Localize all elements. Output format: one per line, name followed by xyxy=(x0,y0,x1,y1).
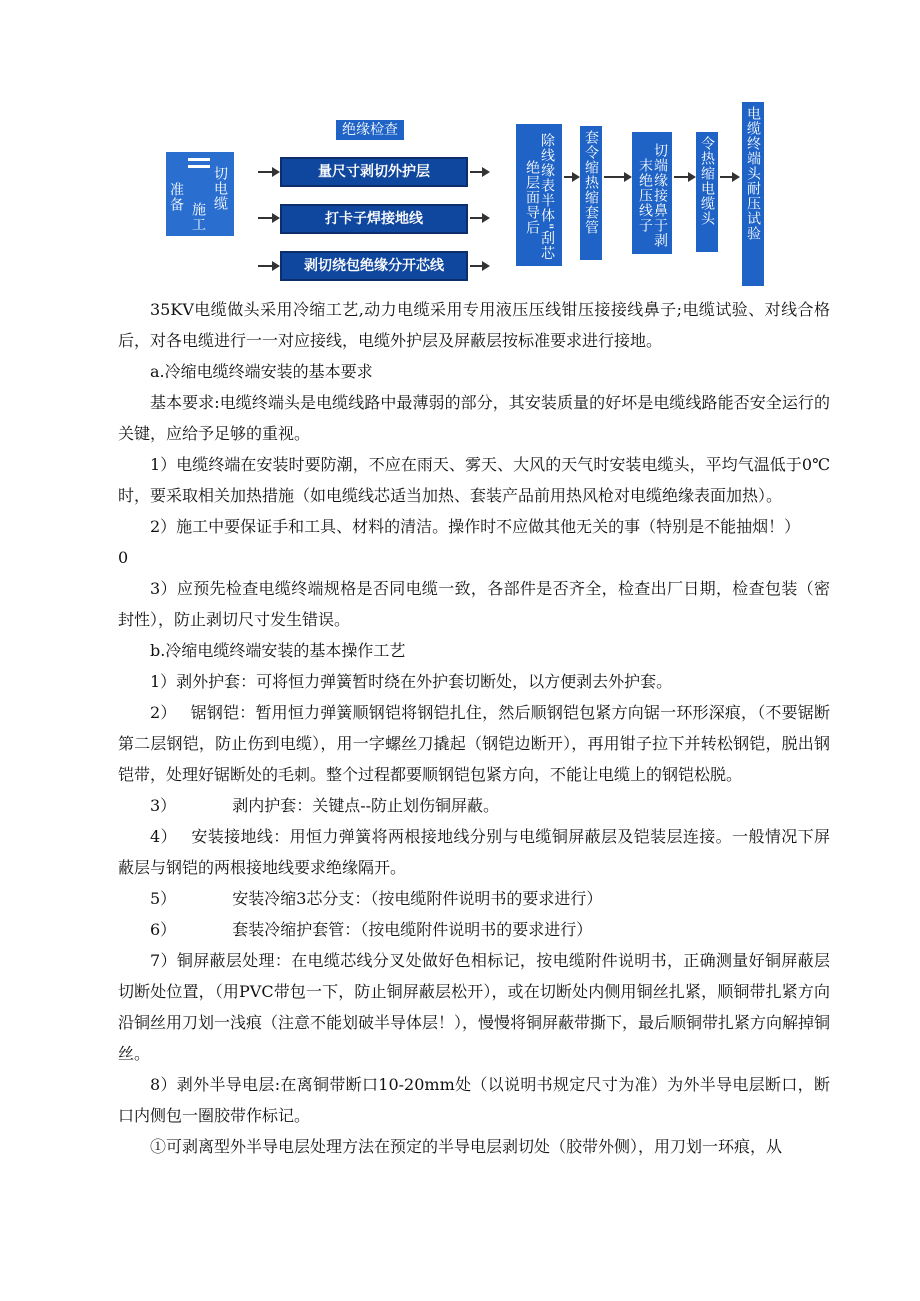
paragraph-a3: 3）应预先检查电缆终端规格是否同电缆一致，各部件是否齐全，检查出厂日期，检查包装（密封性），防止剥切尺寸发生错误。 xyxy=(118,579,830,629)
flow-insulation-check: 绝缘检查 xyxy=(336,120,404,140)
paragraph-c1: ①可剥离型外半导电层处理方法在预定的半导电层剥切处（胶带外侧），用刀划一环痕，从 xyxy=(150,1137,783,1156)
flow-bar-1: 量尺寸剥切外护层 xyxy=(280,157,468,187)
flow-arrow-step-2 xyxy=(604,176,630,178)
b5-number: 5） xyxy=(150,889,177,908)
section-a-heading: a.冷缩电缆终端安装的基本要求 xyxy=(150,362,373,381)
paragraph-b2 xyxy=(118,697,830,790)
process-flowchart xyxy=(0,0,920,290)
flow-step-3: 切端缘接鼻于剥末绝压线子 xyxy=(632,132,672,254)
flow-arrow-1-out xyxy=(470,171,488,173)
paragraph-b5 xyxy=(118,883,830,914)
flow-arrow-2-out xyxy=(470,217,488,219)
flow-prep-label: 准备 xyxy=(168,182,184,212)
b6-number: 6） xyxy=(150,920,177,939)
paragraph-intro: 35KV电缆做头采用冷缩工艺,动力电缆采用专用液压压线钳压接接线鼻子;电缆试验、对线合格后，对各电缆进行一一对应接线，电缆外护层及屏蔽层按标准要求进行接地。 xyxy=(118,300,830,350)
b6-text: 套装冷缩护套管：（按电缆附件说明书的要求进行） xyxy=(232,920,593,939)
flow-arrow-2-in xyxy=(258,217,278,219)
flow-step-5: 电缆终端头耐压试验 xyxy=(742,102,764,286)
paragraph-a2-tail: 0 xyxy=(118,548,129,567)
flow-arrow-step-4 xyxy=(720,176,738,178)
b2-text: 锯钢铠：暂用恒力弹簧顺钢铠将钢铠扎住，然后顺钢铠包紧方向锯一环形深痕，（不要锯断第二层钢铠，防止伤到电缆），用一字螺丝刀撬起（钢铠边断开），再用钳子拉下并转松钢铠，脱出钢铠带，处理好锯断处的毛刺。整个过程都要顺钢铠包紧方向，不能让电缆上的钢铠松脱。 xyxy=(118,703,830,784)
flow-arrow-1-in xyxy=(258,171,278,173)
b3-text: 剥内护套：关键点--防止划伤铜屏蔽。 xyxy=(232,796,500,815)
section-b-heading: b.冷缩电缆终端安装的基本操作工艺 xyxy=(150,641,406,660)
flow-bar-2: 打卡子焊接地线 xyxy=(280,204,468,234)
paragraph-a1: 1）电缆终端在安装时要防潮，不应在雨天、雾天、大风的天气时安装电缆头，平均气温低于0℃时，要采取相关加热措施（如电缆线芯适当加热、套装产品前用热风枪对电缆绝缘表面加热）。 xyxy=(118,455,830,505)
paragraph-b1: 1）剥外护套：可将恒力弹簧暂时绕在外护套切断处，以方便剥去外护套。 xyxy=(150,672,673,691)
flow-step-2: 套令缩热缩套管 xyxy=(580,126,602,260)
paragraph-b3 xyxy=(118,790,830,821)
b4-text: 安装接地线：用恒力弹簧将两根接地线分别与电缆铜屏蔽层及铠装层连接。一般情况下屏蔽层与钢铠的两根接地线要求绝缘隔开。 xyxy=(118,827,830,877)
paragraph-b6 xyxy=(118,914,830,945)
document-body xyxy=(118,294,830,1162)
flow-arrow-step-1 xyxy=(564,176,578,178)
paragraph-basic-requirement: 基本要求:电缆终端头是电缆线路中最薄弱的部分，其安装质量的好坏是电缆线路能否安全运行的关键，应给予足够的重视。 xyxy=(118,393,830,443)
flow-equal-icon xyxy=(188,158,210,168)
flow-arrow-step-3 xyxy=(674,176,694,178)
flow-construct-label: 施工 xyxy=(190,202,206,232)
paragraph-b8: 8）剥外半导电层:在离铜带断口10-20mm处（以说明书规定尺寸为准）为外半导电层断口，断口内侧包一圈胶带作标记。 xyxy=(118,1075,830,1125)
paragraph-a2: 2）施工中要保证手和工具、材料的清洁。操作时不应做其他无关的事（特别是不能抽烟！） xyxy=(150,517,801,536)
flow-step-4: 令热缩电缆头 xyxy=(696,132,718,252)
flow-step-1: 除线缘表半体"刮芯绝层面导后 xyxy=(516,124,562,266)
b5-text: 安装冷缩3芯分支：（按电缆附件说明书的要求进行） xyxy=(232,889,603,908)
flow-bar-3: 剥切绕包绝缘分开芯线 xyxy=(280,251,468,281)
b2-number: 2） xyxy=(150,703,177,722)
paragraph-b7: 7）铜屏蔽层处理：在电缆芯线分叉处做好色相标记，按电缆附件说明书，正确测量好铜屏蔽层切断处位置，（用PVC带包一下，防止铜屏蔽层松开），或在切断处内侧用铜丝扎紧，顺铜带扎紧方向沿铜丝用刀划一浅痕（注意不能划破半导体层！），慢慢将铜屏蔽带撕下，最后顺铜带扎紧方向解掉铜丝。 xyxy=(118,951,831,1063)
flow-cut-cable-label: 切电缆 xyxy=(212,166,228,211)
flow-arrow-3-in xyxy=(258,265,278,267)
flow-arrow-3-out xyxy=(470,265,488,267)
b4-number: 4） xyxy=(150,827,177,846)
b3-number: 3） xyxy=(150,796,177,815)
paragraph-b4 xyxy=(118,821,830,883)
flow-start-block xyxy=(166,152,234,236)
